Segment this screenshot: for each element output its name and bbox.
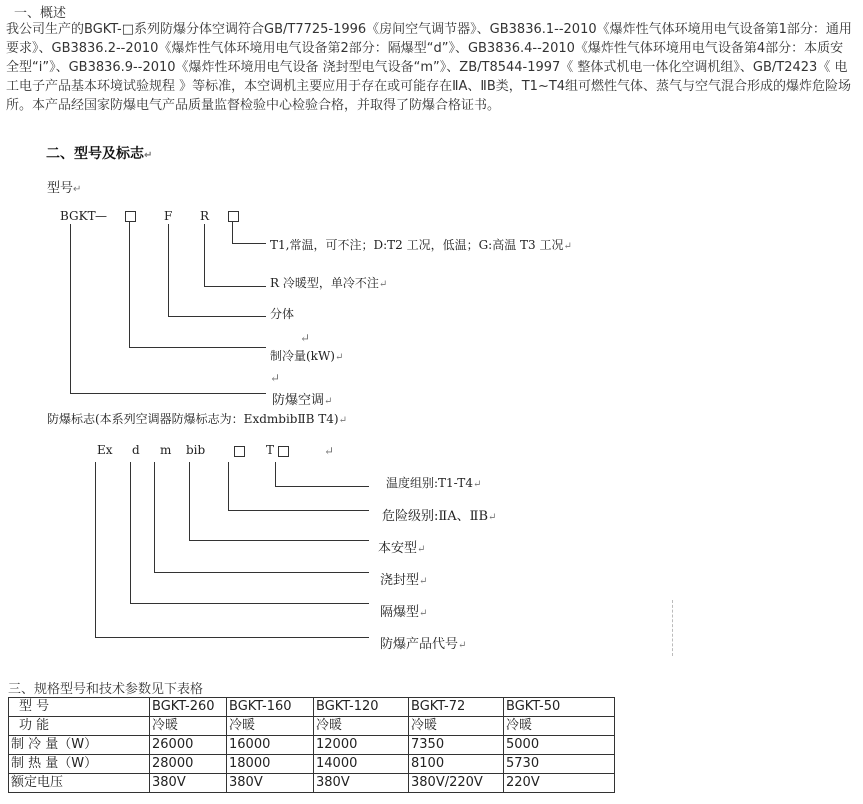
table-cell: 5000	[504, 736, 615, 755]
connector-r-v	[204, 224, 205, 287]
table-row-header: 型 号	[9, 698, 150, 717]
model-f: F	[164, 209, 173, 223]
connector-d-h	[130, 603, 369, 604]
t-placeholder-box	[228, 211, 239, 222]
connector-d-v	[130, 462, 131, 604]
para-mark: ↵	[563, 241, 572, 252]
desc-temp-text: 温度组别:T1-T4	[386, 476, 473, 490]
table-cell: 16000	[227, 736, 314, 755]
table-cell: 220V	[504, 774, 615, 793]
connector-level-h	[228, 510, 369, 511]
specs-table	[8, 697, 615, 793]
table-cell: BGKT-72	[409, 698, 504, 717]
desc-kw-text: 制冷量(kW)	[270, 349, 335, 363]
model-prefix: BGKT	[60, 209, 96, 223]
para-mark: ↵	[300, 331, 311, 345]
connector-r-h	[204, 286, 266, 287]
connector-ex-h	[95, 637, 369, 638]
table-row	[9, 717, 615, 736]
level-placeholder-box	[234, 446, 245, 457]
para-mark: ↵	[324, 444, 335, 458]
table-cell: 380V/220V	[409, 774, 504, 793]
table-cell: 380V	[314, 774, 409, 793]
table-row	[9, 774, 615, 793]
para-mark: ↵	[144, 150, 153, 161]
para-mark: ↵	[417, 544, 426, 555]
connector-kw-v	[129, 222, 130, 348]
table-cell: 7350	[409, 736, 504, 755]
table-row	[9, 755, 615, 774]
desc-bgkt	[272, 389, 332, 408]
table-cell: BGKT-50	[504, 698, 615, 717]
desc-kw	[270, 347, 343, 364]
explosion-label	[47, 410, 347, 427]
page-edge-marker	[672, 600, 673, 656]
desc-r-text: R 冷暖型，单冷不注	[270, 276, 379, 290]
model-label-text: 型号	[47, 181, 74, 196]
connector-bgkt-v	[70, 224, 71, 394]
model-dash: —	[95, 209, 107, 223]
table-cell: 26000	[150, 736, 227, 755]
connector-kw-h	[129, 347, 266, 348]
desc-level	[382, 505, 496, 524]
para-mark: ↵	[419, 608, 428, 619]
table-cell: 冷暖	[409, 717, 504, 736]
para-mark: ↵	[419, 576, 428, 587]
desc-d-text: 隔爆型	[380, 605, 420, 620]
para-mark: ↵	[488, 512, 497, 523]
ex-code-d: d	[132, 443, 140, 457]
para-mark: ↵	[458, 640, 467, 651]
connector-bib-v	[189, 462, 190, 541]
desc-ex-text: 防爆产品代号	[380, 637, 459, 652]
table-row-header: 制 热 量（W）	[9, 755, 150, 774]
connector-temp-v	[275, 462, 276, 487]
table-row	[9, 736, 615, 755]
desc-m	[380, 569, 427, 588]
connector-bib-h	[189, 540, 369, 541]
table-cell: 冷暖	[314, 717, 409, 736]
intro-paragraph: 我公司生产的BGKT-□系列防爆分体空调符合GB/T7725-1996《房间空气调节器》、GB3836.1--2010《爆炸性气体环境用电气设备第1部分：通用要求》、GB3836.2--2010《爆炸性气体环境用电气设备第2部分：隔爆型“d”》、GB3836.4--2010《爆炸性气体环境用电气设备第4部分：本质安全型“i”》、GB3836.9--2010《爆炸性环境用电气设备 浇封型电气设备“m”》、ZB/T8544-1997《 整体式机电一体化空调机组》、GB/T2423《 电工电子产品基本环境试验规程 》等标准，本空调机主要应用于存在或可能存在ⅡA、ⅡB类，T1~T4组可燃性气体、蒸气与空气混合形成的爆炸危险场所。本产品经国家防爆电气产品质量监督检验中心检验合格，并取得了防爆合格证书。	[6, 22, 852, 113]
table-cell: 380V	[150, 774, 227, 793]
ex-code-bib: bib	[186, 443, 206, 457]
ex-code-ex: Ex	[97, 443, 113, 457]
table-row	[9, 698, 615, 717]
kw-placeholder-box	[125, 211, 136, 222]
table-cell: 12000	[314, 736, 409, 755]
table-cell: 14000	[314, 755, 409, 774]
table-row-header: 制 冷 量（W）	[9, 736, 150, 755]
para-mark: ↵	[73, 184, 82, 195]
connector-t-h	[232, 243, 266, 244]
connector-m-v	[154, 462, 155, 573]
section1-title: 一、概述	[14, 6, 67, 21]
table-cell: 冷暖	[227, 717, 314, 736]
table-cell: 380V	[227, 774, 314, 793]
ex-code-m: m	[160, 443, 172, 457]
desc-temp	[386, 474, 481, 491]
section3-title: 三、规格型号和技术参数见下表格	[8, 682, 204, 697]
connector-level-v	[228, 462, 229, 511]
desc-ex	[380, 633, 466, 652]
table-cell: BGKT-120	[314, 698, 409, 717]
section2-title-text: 二、型号及标志	[46, 146, 144, 162]
desc-bgkt-text: 防爆空调	[272, 393, 325, 408]
model-r: R	[200, 209, 210, 223]
table-cell: BGKT-160	[227, 698, 314, 717]
temp-placeholder-box	[278, 446, 289, 457]
explosion-label-text: 防爆标志(本系列空调器防爆标志为：ExdmbibⅡB T4)	[47, 412, 339, 426]
table-cell: BGKT-260	[150, 698, 227, 717]
table-cell: 冷暖	[150, 717, 227, 736]
para-mark: ↵	[472, 479, 482, 490]
desc-bib	[378, 537, 425, 556]
connector-f-v	[168, 224, 169, 317]
desc-t-text: T1,常温，可不注；D:T2 工况，低温；G:高温 T3 工况	[270, 238, 564, 252]
connector-temp-h	[275, 486, 369, 487]
table-row-header: 额定电压	[9, 774, 150, 793]
table-cell: 28000	[150, 755, 227, 774]
connector-t-v	[232, 222, 233, 244]
desc-m-text: 浇封型	[380, 573, 420, 588]
desc-r	[270, 274, 387, 291]
para-mark: ↵	[324, 396, 333, 407]
desc-f: 分体	[270, 307, 295, 321]
table-cell: 8100	[409, 755, 504, 774]
connector-m-h	[154, 572, 369, 573]
connector-f-h	[168, 316, 266, 317]
table-cell: 5730	[504, 755, 615, 774]
desc-d	[380, 601, 427, 620]
desc-bib-text: 本安型	[378, 541, 418, 556]
desc-t	[270, 236, 572, 253]
para-mark: ↵	[270, 371, 281, 385]
para-mark: ↵	[334, 352, 344, 363]
table-cell: 冷暖	[504, 717, 615, 736]
table-cell: 18000	[227, 755, 314, 774]
para-mark: ↵	[338, 415, 347, 426]
table-row-header: 功 能	[9, 717, 150, 736]
ex-code-t: T	[266, 443, 275, 457]
model-label	[47, 177, 81, 196]
connector-bgkt-h	[70, 393, 266, 394]
para-mark: ↵	[378, 279, 388, 290]
desc-level-text: 危险级别:ⅡA、ⅡB	[382, 509, 488, 524]
connector-ex-v	[95, 462, 96, 638]
section2-title	[46, 143, 152, 163]
